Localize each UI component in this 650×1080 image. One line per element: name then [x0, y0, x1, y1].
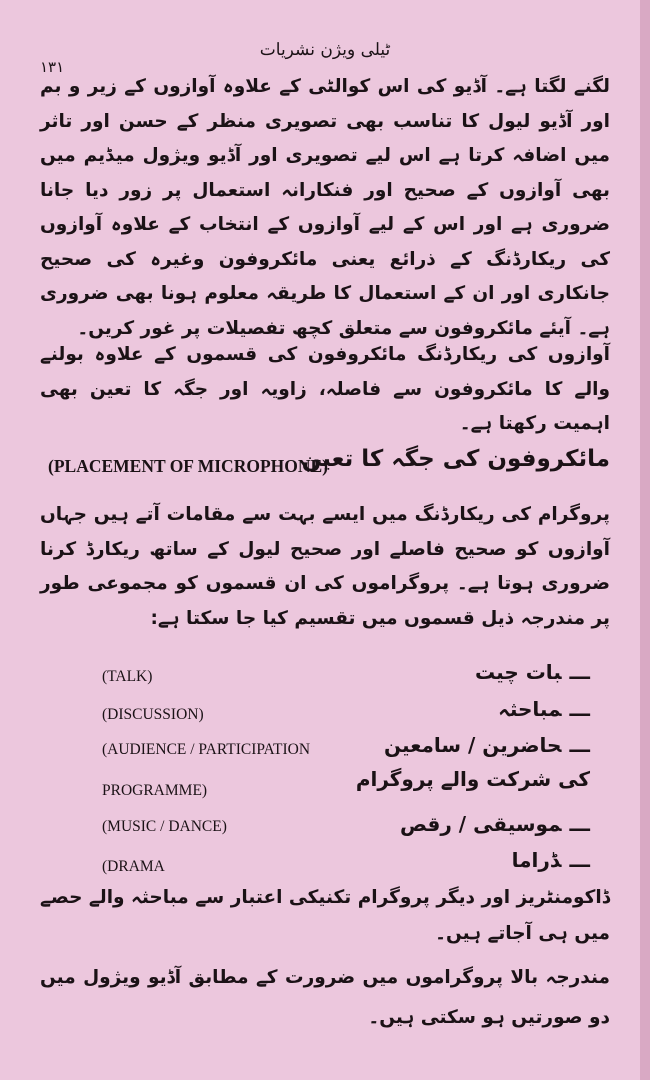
list-dash: ـــ	[569, 697, 590, 721]
section-heading-urdu: مائکروفون کی جگہ کا تعین	[301, 446, 610, 472]
list-dash: ـــ	[569, 848, 590, 872]
paragraph-recording: آوازوں کی ریکارڈنگ مائکروفون کی قسموں کے علاوہ بولنے والے کا مائکروفون سے فاصلہ، زاویہ اور جگہ کا تعین بھی اہمیت رکھتا ہے۔	[40, 344, 610, 434]
list-item-discussion-english: (DISCUSSION)	[102, 706, 204, 723]
paragraph-intro: لگنے لگتا ہے۔ آڈیو کی اس کوالٹی کے علاوہ آوازوں کے زیر و بم اور آڈیو لیول کا تناسب بھی تصویری منظر کے حسن اور تاثر میں اضافہ کرتا ہے اس لیے تصویری اور آڈیو ویژول میڈیم میں بھی آوازوں کے صحیح اور فنکارانہ استعمال پر زور دیا جانا ضروری ہے اور اس کے لیے آوازوں کے انتخاب کے علاوہ آوازوں کی ریکارڈنگ کے ذرائع یعنی مائکروفون وغیرہ کی صحیح جانکاری اور ان کے استعمال کا طریقہ معلوم ہونا بھی ضروری ہے۔ آیئے مائکروفون سے متعلق کچھ تفصیلات پر غور کریں۔	[40, 76, 610, 339]
paragraph-programmes: پروگرام کی ریکارڈنگ میں ایسے بہت سے مقامات آتے ہیں جہاں آوازوں کو صحیح فاصلے اور صحیح لیول کے ساتھ ریکارڈ کرنا ضروری ہوتا ہے۔ پروگراموں کی ان قسموں کو مجموعی طور پر مندرجہ ذیل قسموں میں تقسیم کیا جا سکتا ہے:	[40, 504, 610, 629]
list-dash: ـــ	[569, 733, 590, 757]
list-item-discussion-urdu: ـــمباحثہ	[498, 697, 590, 721]
paragraph-closing: مندرجہ بالا پروگراموں میں ضرورت کے مطابق آڈیو ویژول میں دو صورتیں ہو سکتی ہیں۔	[40, 967, 610, 1028]
page-edge-shadow	[640, 0, 650, 1080]
paragraph-documentaries: ڈاکومنٹریز اور دیگر پروگرام تکنیکی اعتبار سے مباحثہ والے حصے میں ہی آجاتے ہیں۔	[40, 887, 610, 944]
page-number: ۱۳۱	[40, 58, 65, 76]
list-item-audience-english-cont: PROGRAMME)	[102, 782, 208, 799]
list-dash: ـــ	[569, 812, 590, 836]
list-item-audience-english: (AUDIENCE / PARTICIPATION	[102, 741, 311, 758]
list-item-audience-urdu: ـــحاضرین / سامعین	[384, 733, 590, 757]
list-item-audience-urdu-cont: کی شرکت والے پروگرام	[355, 767, 590, 791]
list-item-music-english: (MUSIC / DANCE)	[102, 818, 227, 835]
list-item-music-urdu: ـــموسیقی / رقص	[399, 812, 590, 836]
list-item-drama-urdu: ـــڈراما	[511, 848, 590, 872]
running-header: ٹیلی ویژن نشریات	[259, 40, 391, 60]
list-item-talk-urdu: ـــبات چیت	[475, 660, 590, 684]
section-heading-english: (PLACEMENT OF MICROPHONE)	[48, 456, 328, 476]
list-item-talk-english: (TALK)	[102, 668, 153, 685]
list-item-drama-english: (DRAMA	[102, 858, 165, 875]
list-dash: ـــ	[569, 660, 590, 684]
